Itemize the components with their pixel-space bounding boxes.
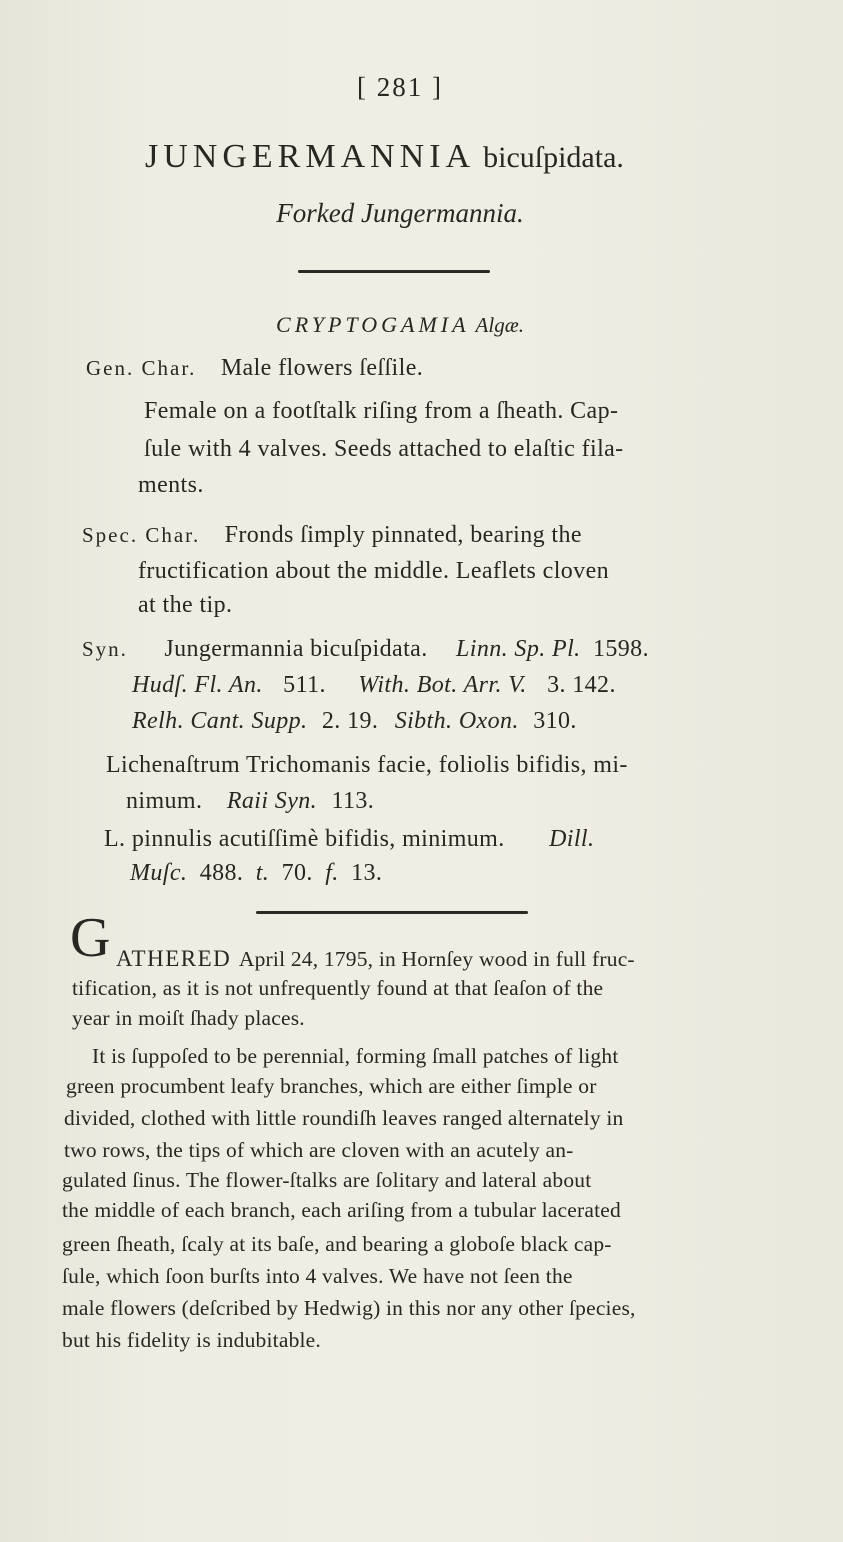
description-line: green ſheath, ſcaly at its baſe, and bearing a globoſe black cap- bbox=[62, 1232, 612, 1256]
synonym-row bbox=[132, 672, 616, 699]
page-title bbox=[145, 138, 624, 176]
synonym-ref: Dill. bbox=[549, 826, 595, 852]
synonym-ref: Linn. Sp. Pl. bbox=[456, 636, 581, 662]
description-line: year in moiſt ſhady places. bbox=[72, 1006, 305, 1030]
description-line: two rows, the tips of which are cloven with an acutely an- bbox=[64, 1138, 574, 1162]
gen-char-row bbox=[86, 355, 423, 382]
description-line: green procumbent leafy branches, which are either ſimple or bbox=[66, 1074, 597, 1098]
description-line: but his fidelity is indubitable. bbox=[62, 1328, 322, 1352]
spec-char-row bbox=[82, 522, 582, 549]
description-line bbox=[116, 946, 635, 972]
synonym-ref: With. Bot. Arr. V. bbox=[358, 672, 527, 698]
synonym-text: nimum. bbox=[126, 788, 203, 814]
synonym-num: 1598. bbox=[592, 636, 649, 662]
synonym-ref: Muſc. bbox=[130, 860, 188, 886]
synonym-row bbox=[104, 826, 594, 853]
synonym-row bbox=[132, 708, 577, 735]
class-name: CRYPTOGAMIA bbox=[276, 312, 470, 337]
description-line: divided, clothed with little roundiſh leaves ranged alternately in bbox=[64, 1106, 624, 1130]
synonym-num: 70. bbox=[281, 860, 313, 886]
drop-cap: G bbox=[70, 907, 111, 969]
description-line: male flowers (deſcribed by Hedwig) in this nor any other ſpecies, bbox=[62, 1296, 636, 1320]
synonym-ref: Relh. Cant. Supp. bbox=[132, 708, 308, 734]
gen-char-line: Male flowers ſeſſile. bbox=[220, 355, 424, 381]
synonym-ref: Sibth. Oxon. bbox=[394, 708, 519, 734]
synonym-row bbox=[130, 860, 382, 887]
synonym-num: 3. 142. bbox=[547, 672, 616, 698]
gen-char-line: ſule with 4 valves. Seeds attached to elaſtic fila- bbox=[144, 436, 624, 462]
description-line: gulated ſinus. The flower-ſtalks are ſolitary and lateral about bbox=[62, 1168, 592, 1192]
synonym-label: Syn. bbox=[82, 637, 128, 661]
synonym-ref: f. bbox=[325, 860, 339, 886]
description-line: the middle of each branch, each ariſing from a tubular lacerated bbox=[62, 1198, 621, 1222]
description-line: ſule, which ſoon burſts into 4 valves. We have not ſeen the bbox=[62, 1264, 573, 1288]
gen-char-label: Gen. Char. bbox=[86, 356, 197, 380]
synonym-num: 310. bbox=[533, 708, 577, 734]
synonym-ref: Hudſ. Fl. An. bbox=[132, 672, 263, 698]
genus-name: JUNGERMANNIA bbox=[145, 138, 476, 175]
common-name: Forked Jungermannia. bbox=[276, 198, 524, 228]
description-line: tification, as it is not unfrequently found at that ſeaſon of the bbox=[72, 976, 604, 1000]
synonym-num: 511. bbox=[283, 672, 326, 698]
classification bbox=[0, 312, 800, 338]
page-number: [ 281 ] bbox=[357, 72, 443, 102]
divider-top bbox=[298, 270, 490, 273]
synonym-num: 2. 19. bbox=[321, 708, 379, 734]
spec-char-line: fructification about the middle. Leaflets cloven bbox=[138, 558, 610, 584]
spec-char-line: at the tip. bbox=[138, 592, 233, 618]
synonym-ref: t. bbox=[255, 860, 270, 886]
synonym-text: Lichenaſtrum Trichomanis facie, foliolis bifidis, mi- bbox=[106, 752, 628, 778]
synonym-num: 113. bbox=[331, 788, 375, 814]
gen-char-line: ments. bbox=[138, 472, 204, 498]
spec-char-line: Fronds ſimply pinnated, bearing the bbox=[224, 522, 582, 548]
species-name: bicuſpidata. bbox=[483, 141, 624, 174]
gen-char-line: Female on a footſtalk riſing from a ſheath. Cap- bbox=[144, 398, 619, 424]
synonym-row bbox=[82, 636, 649, 663]
spec-char-label: Spec. Char. bbox=[82, 523, 201, 547]
description-text: April 24, 1795, in Hornſey wood in full fruc- bbox=[238, 947, 635, 971]
description-first-word: ATHERED bbox=[116, 946, 232, 971]
synonym-num: 488. bbox=[199, 860, 244, 886]
synonym-row bbox=[126, 788, 374, 815]
synonym-text: L. pinnulis acutiſſimè bifidis, minimum. bbox=[104, 826, 505, 852]
divider-bottom bbox=[256, 911, 528, 914]
synonym-num: 13. bbox=[351, 860, 383, 886]
description-line: It is ſuppoſed to be perennial, forming ſmall patches of light bbox=[92, 1044, 619, 1068]
synonym-ref: Raii Syn. bbox=[226, 788, 318, 814]
order-name: Algæ. bbox=[475, 313, 524, 337]
synonym-text: Jungermannia bicuſpidata. bbox=[164, 636, 428, 662]
